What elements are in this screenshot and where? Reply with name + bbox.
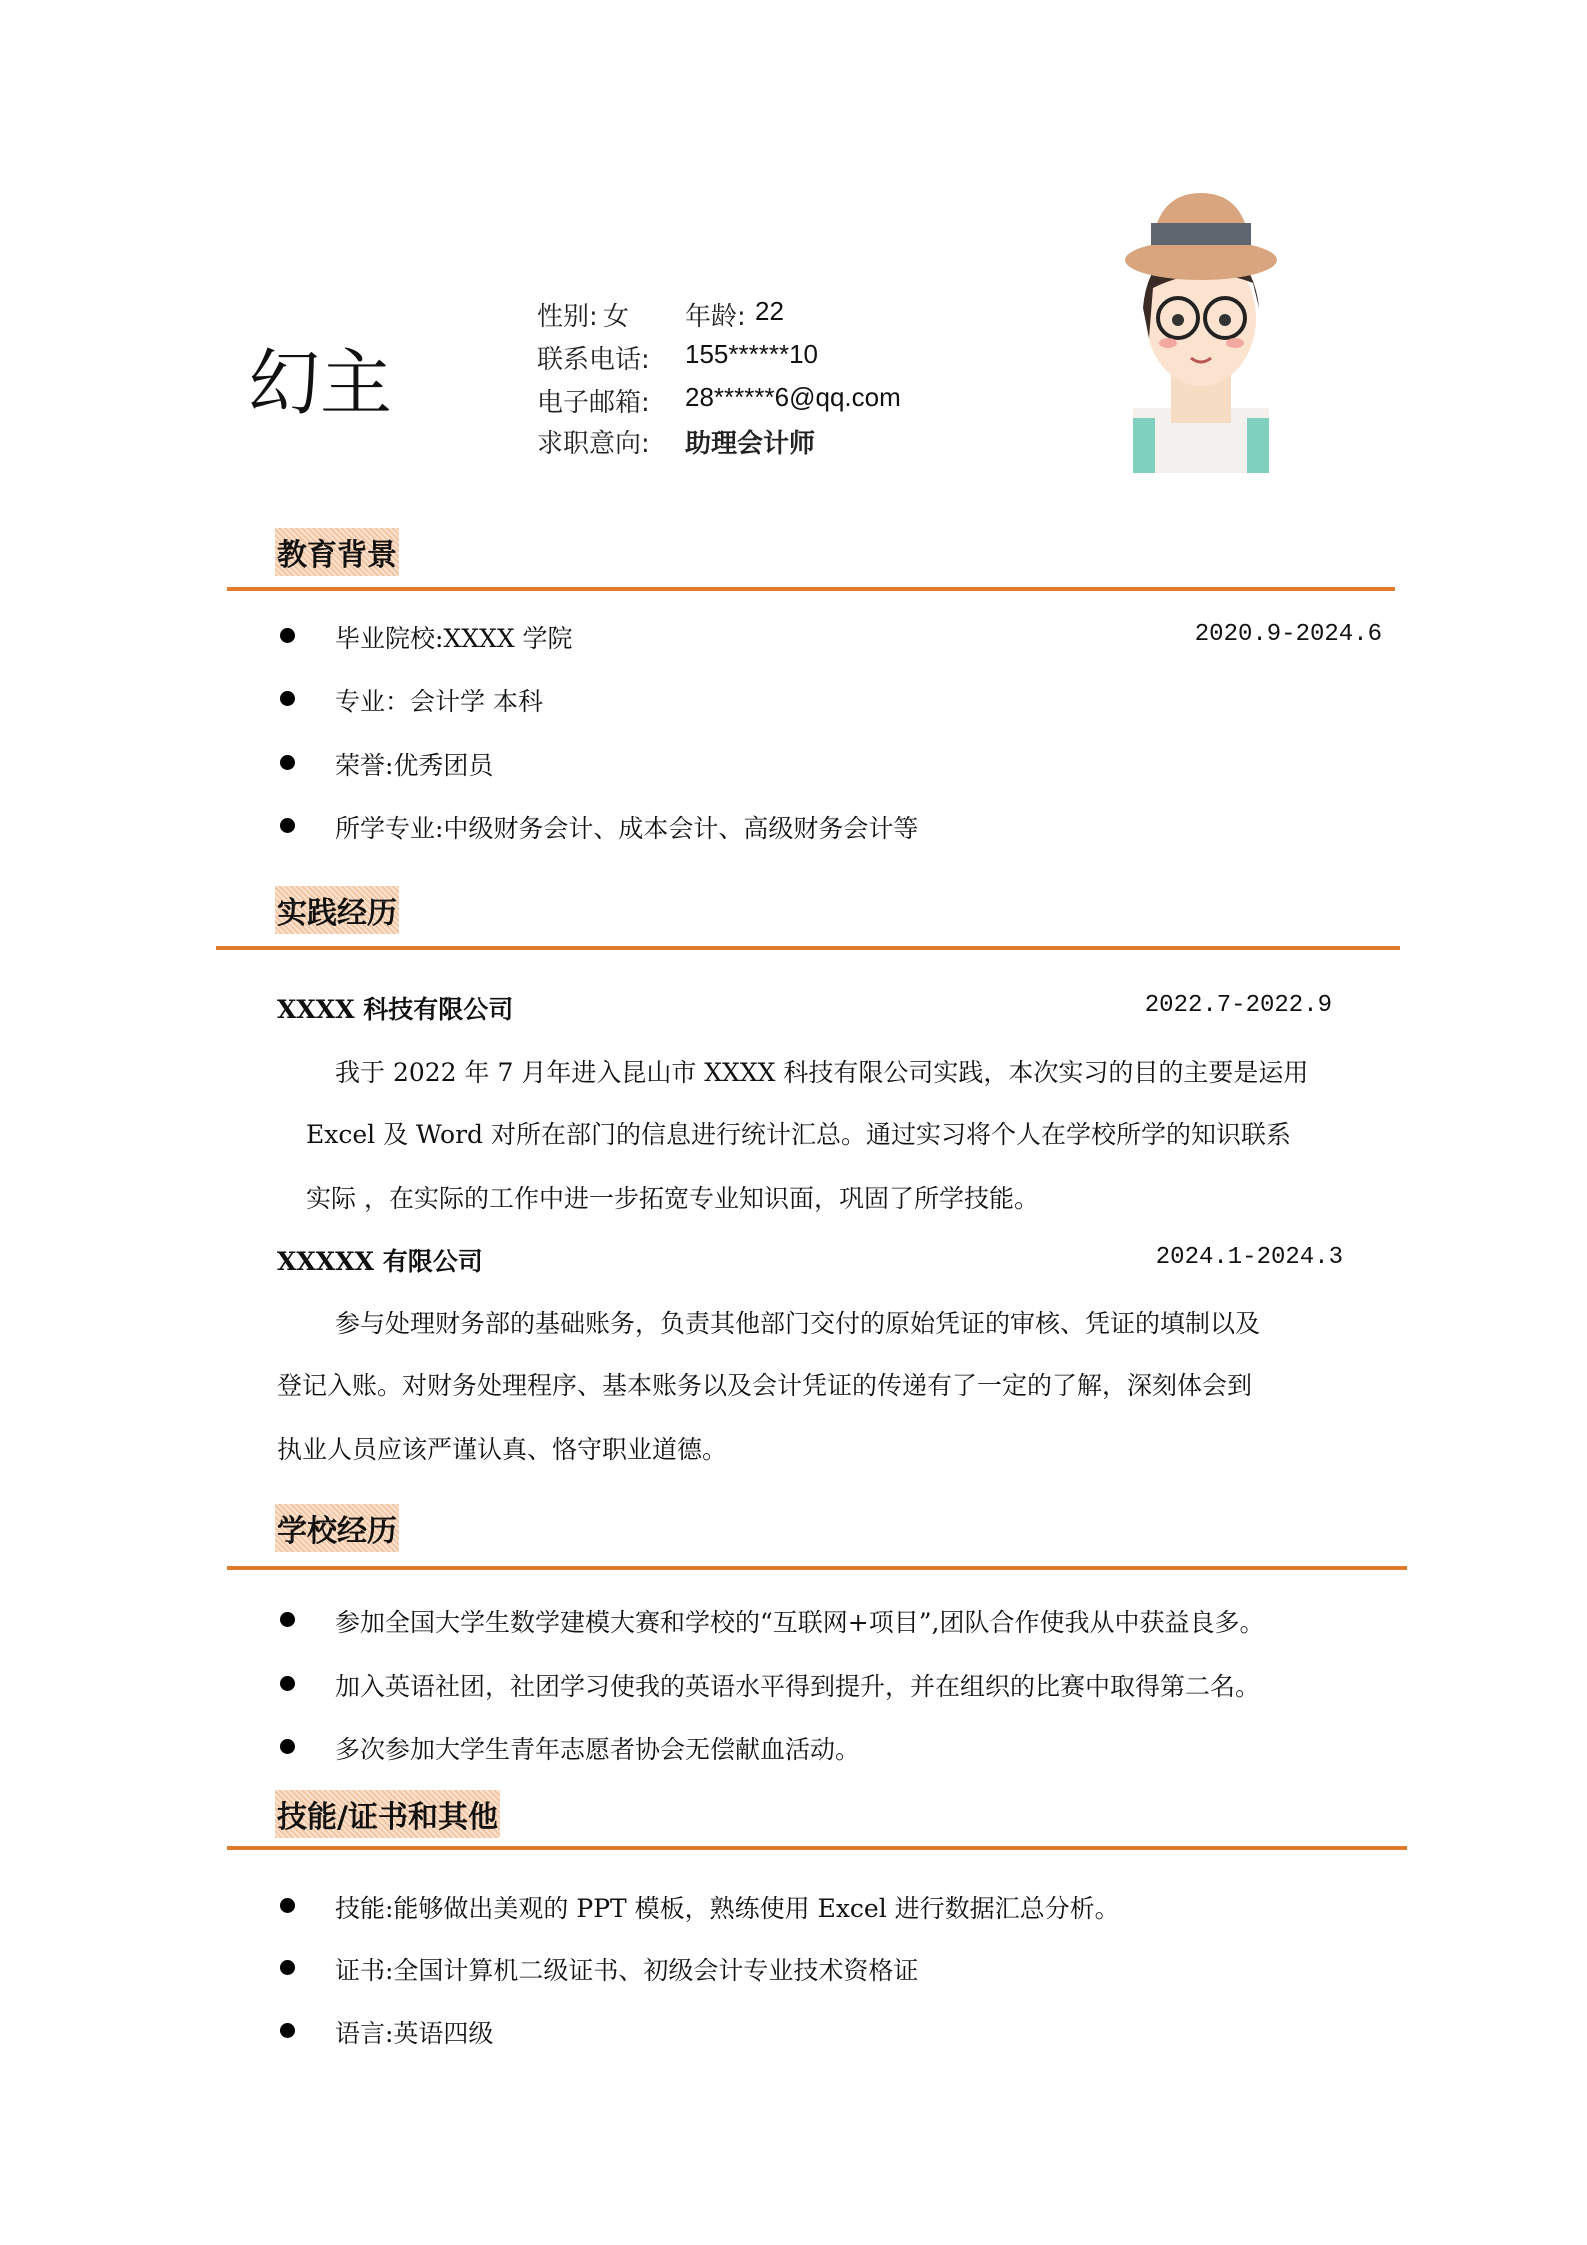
phone-value: 155******10 [685, 339, 819, 369]
bullet-icon [280, 1739, 295, 1754]
education-item: 专业：会计学 本科 [335, 687, 543, 716]
objective-value: 助理会计师 [685, 429, 816, 459]
bullet-icon [280, 1960, 295, 1975]
school-item: 加入英语社团，社团学习使我的英语水平得到提升，并在组织的比赛中取得第二名。 [335, 1672, 1261, 1701]
company-name: XXXXX 有限公司 [277, 1247, 483, 1276]
job-description-line: 实际 ，在实际的工作中进一步拓宽专业知识面，巩固了所学技能。 [306, 1184, 1039, 1213]
gender-label: 性别: [537, 302, 598, 332]
job-description-line: 登记入账。对财务处理程序、基本账务以及会计凭证的传递有了一定的了解，深刻体会到 [277, 1371, 1253, 1400]
job-description-line: 参与处理财务部的基础账务，负责其他部门交付的原始凭证的审核、凭证的填制以及 [335, 1309, 1261, 1338]
skills-item: 技能:能够做出美观的 PPT 模板，熟练使用 Excel 进行数据汇总分析。 [335, 1894, 1120, 1923]
skills-item: 语言:英语四级 [335, 2019, 494, 2048]
section-divider [227, 587, 1395, 591]
job-description-line: 执业人员应该严谨认真、恪守职业道德。 [277, 1435, 728, 1464]
gender-value: 女 [603, 302, 630, 332]
age-label: 年龄: [685, 302, 746, 332]
job-date: 2024.1-2024.3 [1155, 1244, 1343, 1271]
phone-label: 联系电话: [537, 345, 650, 375]
age-value: 22 [755, 296, 784, 326]
section-title-school: 学校经历 [275, 1504, 399, 1552]
avatar-illustration [1123, 188, 1279, 473]
section-divider [216, 946, 1400, 950]
bullet-icon [280, 1676, 295, 1691]
section-divider [227, 1846, 1407, 1850]
school-item: 多次参加大学生青年志愿者协会无偿献血活动。 [335, 1735, 861, 1764]
bullet-icon [280, 755, 295, 770]
education-item: 所学专业:中级财务会计、成本会计、高级财务会计等 [335, 814, 919, 843]
job-date: 2022.7-2022.9 [1144, 992, 1332, 1019]
section-title-practice: 实践经历 [275, 886, 399, 934]
candidate-name: 幻主 [248, 341, 393, 425]
section-divider [227, 1566, 1407, 1570]
job-description-line: Excel 及 Word 对所在部门的信息进行统计汇总。通过实习将个人在学校所学的知识联系 [306, 1120, 1291, 1149]
bullet-icon [280, 628, 295, 643]
school-item: 参加全国大学生数学建模大赛和学校的“互联网+项目”,团队合作使我从中获益良多。 [335, 1608, 1265, 1637]
education-item: 荣誉:优秀团员 [335, 751, 494, 780]
bullet-icon [280, 691, 295, 706]
bullet-icon [280, 1612, 295, 1627]
bullet-icon [280, 2023, 295, 2038]
bullet-icon [280, 818, 295, 833]
objective-label: 求职意向: [537, 429, 650, 459]
bullet-icon [280, 1898, 295, 1913]
company-name: XXXX 科技有限公司 [277, 995, 514, 1024]
section-title-skills: 技能/证书和其他 [275, 1790, 500, 1838]
job-description-line: 我于 2022 年 7 月年进入昆山市 XXXX 科技有限公司实践，本次实习的目的主要是运用 [335, 1058, 1309, 1087]
section-title-education: 教育背景 [275, 528, 399, 576]
skills-item: 证书:全国计算机二级证书、初级会计专业技术资格证 [335, 1956, 919, 1985]
education-date: 2020.9-2024.6 [1194, 621, 1382, 648]
email-value: 28******6@qq.com [685, 382, 901, 412]
education-item: 毕业院校:XXXX 学院 [335, 624, 573, 653]
email-label: 电子邮箱: [537, 388, 650, 418]
